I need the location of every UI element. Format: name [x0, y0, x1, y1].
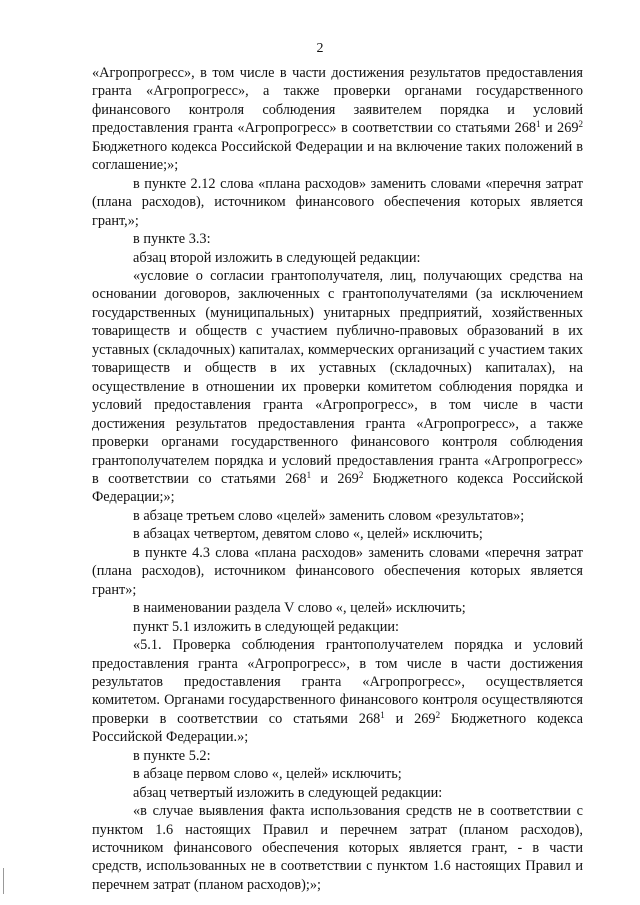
paragraph-text: и 269 — [540, 120, 579, 137]
superscript: 2 — [578, 119, 583, 130]
paragraph — [92, 175, 583, 230]
paragraph — [92, 765, 583, 783]
paragraph-text: «Агропрогресс», в том числе в части достижения результатов предоставления гранта «Агропрогресс», а также проверки органами государственного финансового контроля соблюдения заявителем порядка и условий предоставления гранта «Агропрогресс» в соответствии со статьями 268 — [92, 65, 583, 137]
superscript: 1 — [380, 709, 385, 720]
superscript: 1 — [536, 119, 541, 130]
paragraph-text: абзац четвертый изложить в следующей редакции: — [133, 784, 443, 801]
paragraph-text: в пункте 2.12 слова «плана расходов» заменить словами «перечня затрат (плана расходов), источником финансового обеспечения которых является грант,»; — [92, 175, 583, 229]
paragraph-text: Бюджетного кодекса Российской Федерации и на включение таких положений в соглашение;»; — [92, 138, 583, 174]
paragraph — [92, 802, 583, 894]
paragraph — [92, 599, 583, 617]
paragraph-text: и 269 — [384, 710, 436, 727]
paragraph-text: в наименовании раздела V слово «, целей» исключить; — [133, 600, 466, 617]
paragraph — [92, 525, 583, 543]
paragraph — [92, 230, 583, 248]
paragraph-text: в абзаце третьем слово «целей» заменить словом «результатов»; — [133, 507, 525, 524]
paragraph-text: пункт 5.1 изложить в следующей редакции: — [133, 618, 400, 635]
paragraph — [92, 64, 583, 175]
paragraph-text: Бюджетного кодекса Российской Федерации.»; — [92, 710, 584, 746]
superscript: 2 — [435, 709, 441, 720]
paragraph — [92, 249, 583, 267]
paragraph-text: в пункте 4.3 слова «плана расходов» заменить словами «перечня затрат (плана расходов), источником финансового обеспечения которых является грант»; — [92, 544, 583, 598]
paragraph-text: в абзаце первом слово «, целей» исключить; — [133, 766, 402, 783]
superscript: 1 — [306, 469, 312, 480]
paragraph — [92, 747, 583, 765]
paragraph-text: абзац второй изложить в следующей редакции: — [133, 249, 421, 266]
paragraph-text: Бюджетного кодекса Российской Федерации;»; — [92, 470, 583, 506]
paragraph — [92, 784, 583, 802]
paragraph — [92, 544, 583, 599]
paragraph-text: «в случае выявления факта использования средств не в соответствии с пунктом 1.6 настоящих Правил и перечнем затрат (планом расходов), источником финансового обеспечения которых является грант, - в части средств, использованных не в соответствии с пунктом 1.6 настоящих Правил и перечнем затрат (планом расходов);»; — [92, 803, 583, 893]
paragraph-text: и 269 — [311, 470, 359, 487]
paragraph — [92, 267, 583, 507]
paragraph-text: «5.1. Проверка соблюдения грантополучателем порядка и условий предоставления гранта «Агропрогресс», в том числе в части достижения результатов предоставления гранта «Агропрогресс», осуществляется комитетом. Органами государственного финансового контроля осуществляются проверки в соответствии со статьями 268 — [92, 637, 583, 727]
paragraph — [92, 507, 583, 525]
document-body — [92, 64, 583, 894]
paragraph — [92, 636, 583, 747]
paragraph — [92, 618, 583, 636]
scan-edge-mark — [3, 868, 4, 894]
paragraph-text: «условие о согласии грантополучателя, лиц, получающих средства на основании договоров, заключенных с грантополучателями (за исключением государственных (муниципальных) унитарных предприятий, хозяйственных товариществ и обществ с участием публично-правовых образований в их уставных (складочных) капиталах, коммерческих организаций с участием таких товариществ и обществ в их уставных (складочных) капиталах), на осуществление в отношении их проверки комитетом соблюдения порядка и условий предоставления гранта «Агропрогресс», в том числе в части достижения результатов предоставления гранта «Агропрогресс», а также проверки органами государственного финансового контроля соблюдения грантополучателем порядка и условий предоставления гранта «Агропрогресс» в соответствии со статьями 268 — [92, 267, 583, 487]
paragraph-text: в абзацах четвертом, девятом слово «, целей» исключить; — [133, 526, 483, 543]
paragraph-text: в пункте 3.3: — [133, 231, 211, 248]
page-number: 2 — [316, 41, 324, 56]
paragraph-text: в пункте 5.2: — [133, 747, 211, 764]
superscript: 2 — [358, 469, 364, 480]
